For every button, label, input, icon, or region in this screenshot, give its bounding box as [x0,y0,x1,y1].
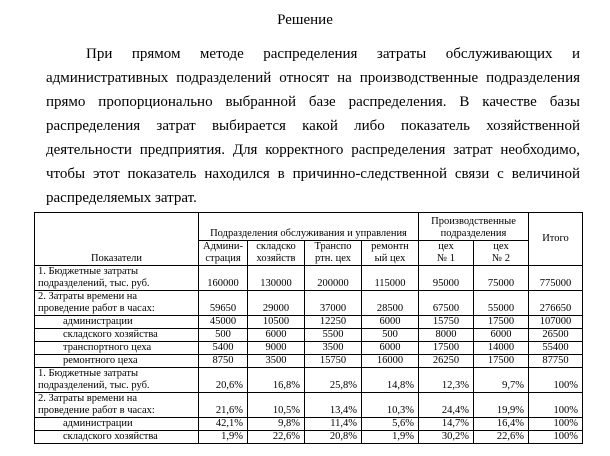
table-cell: 500 [362,329,419,342]
table-cell: 1,9% [362,431,419,444]
table-cell: 6000 [474,329,529,342]
table-cell: 15750 [419,316,474,329]
table-cell: 16,4% [474,418,529,431]
total-header: Итого [529,213,583,266]
table-cell: 17500 [419,342,474,355]
table-cell: 42,1% [199,418,248,431]
table-cell: 55000 [474,291,529,316]
table-cell: 9000 [248,342,305,355]
table-cell: 30,2% [419,431,474,444]
table-cell: 1,9% [199,431,248,444]
table-cell: 100% [529,418,583,431]
table-row [35,368,583,393]
table-cell: 100% [529,368,583,393]
row-label: 1. Бюджетные затраты подразделений, тыс. руб. [35,368,199,393]
table-cell: 59650 [199,291,248,316]
row-label: 2. Затраты времени на проведение работ в часах: [35,393,199,418]
row-label: 1. Бюджетные затраты подразделений, тыс. руб. [35,266,199,291]
table-cell: 11,4% [305,418,362,431]
table-cell: 28500 [362,291,419,316]
table-row [35,418,583,431]
table-cell: 500 [199,329,248,342]
col-header: Админи- страция [199,241,248,266]
col-header: складско хозяйств [248,241,305,266]
table-cell: 3500 [305,342,362,355]
table-cell: 276650 [529,291,583,316]
row-label: складского хозяйства [35,329,199,342]
row-label: 2. Затраты времени на проведение работ в часах: [35,291,199,316]
cost-allocation-table [34,212,583,444]
table-cell: 14000 [474,342,529,355]
table-cell: 17500 [474,355,529,368]
table-row [35,266,583,291]
table-row [35,431,583,444]
col-header: цех № 1 [419,241,474,266]
table-cell: 6000 [248,329,305,342]
table-cell: 775000 [529,266,583,291]
table-cell: 10,3% [362,393,419,418]
row-label: ремонтного цеха [35,355,199,368]
table-row [35,355,583,368]
indicators-header: Показатели [35,213,199,266]
table-cell: 12,3% [419,368,474,393]
table-cell: 160000 [199,266,248,291]
table-cell: 10,5% [248,393,305,418]
table-cell: 15750 [305,355,362,368]
table-row [35,393,583,418]
table-cell: 24,4% [419,393,474,418]
row-label: администрации [35,418,199,431]
table-cell: 100% [529,393,583,418]
service-group-header: Подразделения обслуживания и управления [199,213,419,241]
table-cell: 37000 [305,291,362,316]
table-cell: 14,8% [362,368,419,393]
table-body [35,266,583,444]
table-cell: 45000 [199,316,248,329]
table-cell: 22,6% [248,431,305,444]
table-cell: 5500 [305,329,362,342]
table-cell: 3500 [248,355,305,368]
table-cell: 20,8% [305,431,362,444]
table-cell: 75000 [474,266,529,291]
table-cell: 25,8% [305,368,362,393]
table-cell: 9,7% [474,368,529,393]
row-label: администрации [35,316,199,329]
table-row [35,329,583,342]
table-cell: 29000 [248,291,305,316]
production-group-header: Производственные подразделения [419,213,529,241]
page-title: Решение [277,12,333,28]
col-header: ремонтн ый цех [362,241,419,266]
solution-paragraph: При прямом методе распределения затраты обслуживающих и административных подразделений относят на производственные подразделения прямо пропорционально выбранной базе распределения. В качестве базы распределения затрат выбирается какой либо показатель хозяйственной деятельности предприятия. Для корректного распределения затрат необходимо, чтобы этот показатель находился в причинно-следственной связи с величиной распределяемых затрат. [46,46,580,206]
table-cell: 55400 [529,342,583,355]
table-cell: 12250 [305,316,362,329]
col-header: цех № 2 [474,241,529,266]
table-cell: 17500 [474,316,529,329]
table-cell: 100% [529,431,583,444]
table-cell: 107000 [529,316,583,329]
table-cell: 95000 [419,266,474,291]
row-label: складского хозяйства [35,431,199,444]
table-cell: 6000 [362,342,419,355]
table-cell: 8750 [199,355,248,368]
col-header: Транспо ртн. цех [305,241,362,266]
table-cell: 13,4% [305,393,362,418]
table-cell: 9,8% [248,418,305,431]
table-cell: 21,6% [199,393,248,418]
table-cell: 26500 [529,329,583,342]
table-cell: 130000 [248,266,305,291]
table-cell: 67500 [419,291,474,316]
table-cell: 20,6% [199,368,248,393]
table-cell: 26250 [419,355,474,368]
table-cell: 19,9% [474,393,529,418]
table-row [35,316,583,329]
table-cell: 16,8% [248,368,305,393]
table-cell: 14,7% [419,418,474,431]
table-cell: 10500 [248,316,305,329]
table-cell: 115000 [362,266,419,291]
header-row-top [35,213,583,227]
table-cell: 200000 [305,266,362,291]
table-row [35,291,583,316]
table-cell: 5,6% [362,418,419,431]
table-cell: 87750 [529,355,583,368]
table-row [35,342,583,355]
table-cell: 22,6% [474,431,529,444]
table-cell: 5400 [199,342,248,355]
table-cell: 8000 [419,329,474,342]
table-cell: 6000 [362,316,419,329]
table-cell: 16000 [362,355,419,368]
row-label: транспортного цеха [35,342,199,355]
